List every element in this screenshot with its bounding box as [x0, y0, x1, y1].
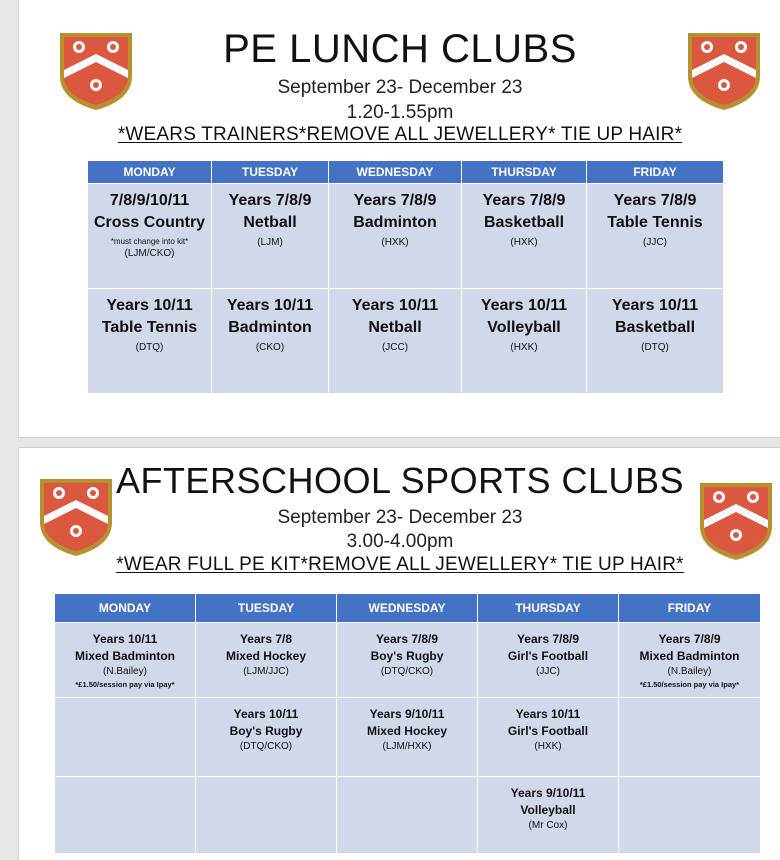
club-cell [587, 289, 724, 394]
club-activity: Badminton [353, 214, 437, 231]
club-note: *£1.50/session pay via Ipay* [639, 680, 740, 689]
lunch-rules-text: *WEARS TRAINERS*REMOVE ALL JEWELLERY* TIE UP HAIR* [117, 124, 683, 145]
club-teacher: (HXK) [381, 237, 409, 248]
club-teacher: (LJM/HXK) [382, 741, 432, 752]
club-years: Years 10/11 [515, 707, 581, 721]
club-years: Years 10/11 [611, 297, 699, 314]
club-teacher: (N.Bailey) [103, 666, 147, 677]
club-cell [88, 184, 212, 289]
club-teacher: (DTQ/CKO) [239, 741, 293, 752]
afterschool-time: 3.00-4.00pm [346, 531, 454, 552]
club-activity: Girl's Football [507, 649, 589, 663]
empty-cell [619, 777, 761, 854]
club-activity: Cross Country [93, 214, 206, 231]
afterschool-clubs-poster [18, 447, 780, 860]
lunch-rules [19, 124, 780, 146]
club-cell [478, 698, 619, 777]
club-years: Years 7/8/9 [375, 632, 439, 646]
club-cell [55, 623, 196, 698]
club-activity: Volleyball [520, 803, 576, 817]
club-teacher: (HXK) [510, 342, 538, 353]
club-years: Years 9/10/11 [369, 707, 445, 721]
club-teacher: (DTQ/CKO) [380, 666, 434, 677]
club-years: Years 9/10/11 [510, 786, 586, 800]
club-years: Years 10/11 [106, 297, 193, 314]
club-teacher: (HXK) [510, 237, 538, 248]
club-activity: Volleyball [487, 319, 561, 336]
club-activity: Table Tennis [101, 319, 198, 336]
club-teacher: (DTQ) [641, 342, 669, 353]
club-years: Years 7/8/9 [516, 632, 580, 646]
table-row [88, 289, 724, 394]
club-activity: Boy's Rugby [229, 724, 303, 738]
club-cell [329, 184, 462, 289]
empty-cell [196, 777, 337, 854]
day-tuesday: TUESDAY [212, 161, 329, 184]
club-cell [212, 289, 329, 394]
club-cell [329, 289, 462, 394]
club-teacher: (LJM/JJC) [243, 666, 289, 677]
club-cell [478, 623, 619, 698]
day-tuesday: TUESDAY [196, 594, 337, 623]
club-activity: Mixed Hockey [225, 649, 307, 663]
club-activity: Boy's Rugby [370, 649, 444, 663]
lunch-timetable [87, 160, 724, 394]
day-friday: FRIDAY [587, 161, 724, 184]
table-row [55, 623, 761, 698]
afterschool-timetable [54, 593, 761, 854]
club-years: Years 7/8/9 [482, 192, 566, 209]
club-note: *must change into kit* [110, 237, 189, 246]
club-cell [212, 184, 329, 289]
club-cell [462, 289, 587, 394]
table-row [55, 698, 761, 777]
empty-cell [619, 698, 761, 777]
club-cell [196, 698, 337, 777]
lunch-dates: September 23- December 23 [277, 77, 523, 98]
afterschool-rules [19, 554, 780, 576]
club-teacher: (JCC) [381, 342, 409, 353]
club-cell [196, 623, 337, 698]
club-teacher: (HXK) [534, 741, 562, 752]
day-thursday: THURSDAY [478, 594, 619, 623]
club-years: Years 7/8/9 [228, 192, 312, 209]
club-years: Years 7/8/9 [353, 192, 437, 209]
club-teacher: (LJM) [257, 237, 283, 248]
day-monday: MONDAY [55, 594, 196, 623]
club-activity: Girl's Football [507, 724, 589, 738]
club-teacher: (JJC) [536, 666, 560, 677]
club-years: Years 7/8/9 [658, 632, 721, 646]
club-teacher: (CKO) [255, 342, 285, 353]
club-years: Years 10/11 [480, 297, 568, 314]
club-activity: Badminton [228, 319, 312, 336]
day-monday: MONDAY [88, 161, 212, 184]
club-activity: Mixed Badminton [74, 649, 175, 663]
club-years: Years 7/8/9 [613, 192, 697, 209]
afterschool-rules-text: *WEAR FULL PE KIT*REMOVE ALL JEWELLERY* TIE UP HAIR* [116, 554, 684, 575]
club-years: Years 10/11 [92, 632, 158, 646]
day-wednesday: WEDNESDAY [329, 161, 462, 184]
club-years: Years 10/11 [226, 297, 314, 314]
lunch-title: PE LUNCH CLUBS [223, 27, 577, 71]
day-thursday: THURSDAY [462, 161, 587, 184]
day-wednesday: WEDNESDAY [337, 594, 478, 623]
club-activity: Netball [243, 214, 297, 231]
club-teacher: (LJM/CKO) [124, 248, 175, 259]
club-activity: Mixed Hockey [366, 724, 448, 738]
club-years: 7/8/9/10/11 [109, 192, 190, 209]
empty-cell [337, 777, 478, 854]
club-years: Years 10/11 [233, 707, 299, 721]
afterschool-dates: September 23- December 23 [277, 507, 523, 528]
empty-cell [55, 777, 196, 854]
day-header-row [88, 161, 724, 184]
club-activity: Basketball [483, 214, 565, 231]
club-teacher: (DTQ) [135, 342, 164, 353]
club-cell [619, 623, 761, 698]
club-cell [478, 777, 619, 854]
empty-cell [55, 698, 196, 777]
table-row [88, 184, 724, 289]
lunch-clubs-poster [18, 0, 780, 438]
club-activity: Netball [368, 319, 422, 336]
club-cell [88, 289, 212, 394]
club-cell [337, 623, 478, 698]
club-activity: Basketball [614, 319, 696, 336]
club-activity: Table Tennis [607, 214, 703, 231]
club-teacher: (N.Bailey) [667, 666, 712, 677]
club-cell [587, 184, 724, 289]
afterschool-title: AFTERSCHOOL SPORTS CLUBS [115, 460, 685, 501]
club-teacher: (JJC) [643, 237, 667, 248]
club-activity: Mixed Badminton [639, 649, 740, 663]
lunch-time: 1.20-1.55pm [346, 102, 454, 123]
club-years: Years 7/8 [239, 632, 293, 646]
day-friday: FRIDAY [619, 594, 761, 623]
table-row [55, 777, 761, 854]
club-note: *£1.50/session pay via Ipay* [75, 680, 175, 689]
club-cell [337, 698, 478, 777]
club-teacher: (Mr Cox) [528, 820, 568, 831]
club-cell [462, 184, 587, 289]
club-years: Years 10/11 [351, 297, 439, 314]
day-header-row [55, 594, 761, 623]
